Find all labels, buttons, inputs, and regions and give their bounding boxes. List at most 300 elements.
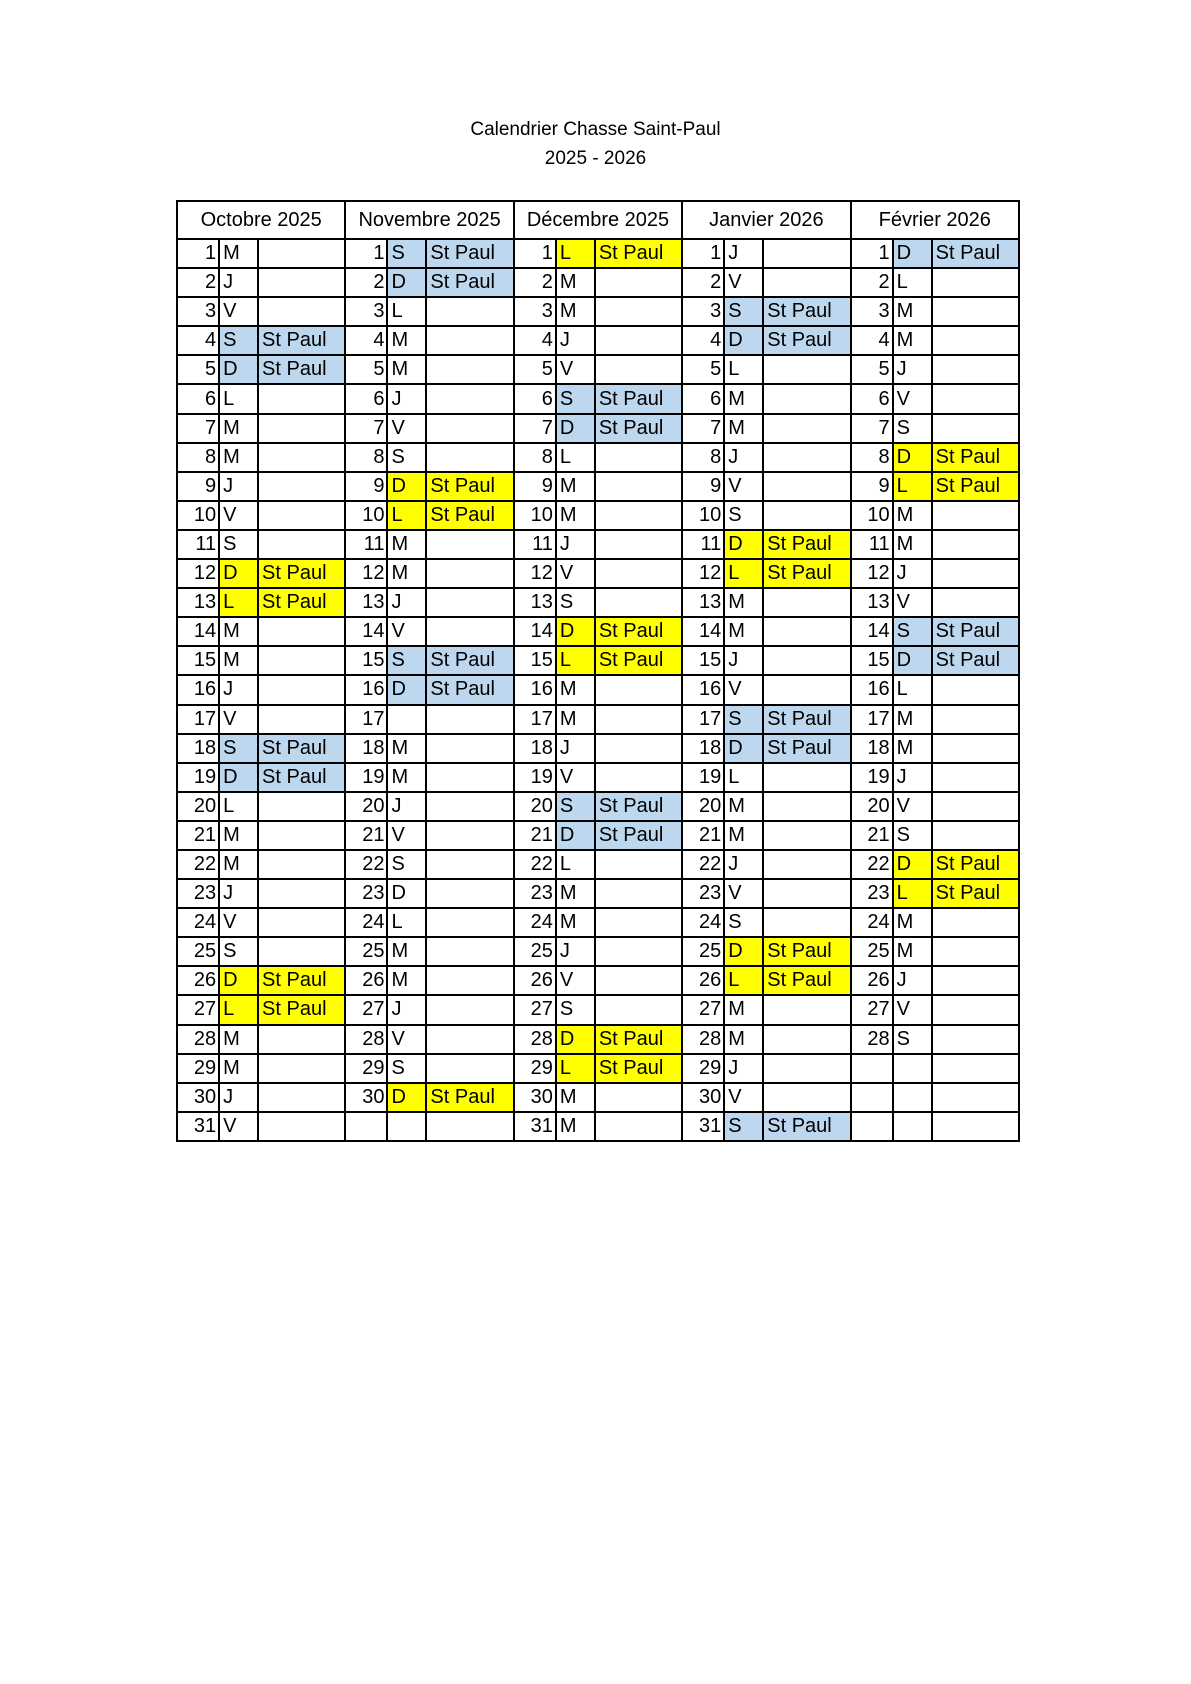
- hunt-event: [426, 326, 513, 355]
- day-number: 15: [514, 646, 556, 675]
- day-number: 9: [345, 472, 387, 501]
- hunt-event: St Paul: [595, 646, 682, 675]
- day-number: 5: [682, 355, 724, 384]
- hunt-event: [595, 850, 682, 879]
- weekday-letter: V: [556, 559, 595, 588]
- weekday-letter: J: [724, 443, 763, 472]
- weekday-letter: S: [219, 937, 258, 966]
- day-number: 11: [345, 530, 387, 559]
- weekday-letter: L: [724, 763, 763, 792]
- hunt-event: [595, 937, 682, 966]
- day-number: 7: [177, 414, 219, 443]
- day-number: 13: [177, 588, 219, 617]
- weekday-letter: J: [893, 559, 932, 588]
- hunt-event: [426, 763, 513, 792]
- weekday-letter: M: [556, 501, 595, 530]
- hunt-event: [426, 1112, 513, 1141]
- weekday-letter: D: [387, 472, 426, 501]
- hunt-event: [932, 995, 1019, 1024]
- day-number: 8: [345, 443, 387, 472]
- hunt-event: [426, 821, 513, 850]
- day-number: 21: [682, 821, 724, 850]
- hunt-event: [763, 355, 850, 384]
- day-number: 12: [851, 559, 893, 588]
- hunt-event: [763, 675, 850, 704]
- weekday-letter: J: [724, 239, 763, 268]
- hunt-event: [426, 1054, 513, 1083]
- day-number: 1: [682, 239, 724, 268]
- weekday-letter: M: [387, 559, 426, 588]
- hunt-event: St Paul: [763, 326, 850, 355]
- hunt-event: [763, 763, 850, 792]
- hunt-event: [258, 1083, 345, 1112]
- hunt-event: [426, 297, 513, 326]
- weekday-letter: L: [556, 443, 595, 472]
- month-header: Décembre 2025: [514, 201, 682, 239]
- hunt-event: [932, 821, 1019, 850]
- day-number: 29: [177, 1054, 219, 1083]
- calendar-row: [177, 443, 1019, 472]
- day-number: 25: [177, 937, 219, 966]
- weekday-letter: L: [387, 501, 426, 530]
- day-number: 20: [514, 792, 556, 821]
- day-number: 14: [851, 617, 893, 646]
- weekday-letter: D: [387, 675, 426, 704]
- day-number: [851, 1054, 893, 1083]
- weekday-letter: D: [219, 559, 258, 588]
- hunt-event: [932, 355, 1019, 384]
- day-number: 27: [514, 995, 556, 1024]
- calendar-row: [177, 414, 1019, 443]
- weekday-letter: L: [724, 355, 763, 384]
- hunt-event: [258, 501, 345, 530]
- weekday-letter: M: [893, 908, 932, 937]
- hunt-event: [932, 675, 1019, 704]
- weekday-letter: L: [219, 384, 258, 413]
- hunt-event: [426, 414, 513, 443]
- hunt-event: [932, 705, 1019, 734]
- day-number: 16: [177, 675, 219, 704]
- weekday-letter: S: [893, 414, 932, 443]
- day-number: 24: [345, 908, 387, 937]
- hunt-event: [426, 530, 513, 559]
- day-number: 6: [514, 384, 556, 413]
- day-number: 4: [345, 326, 387, 355]
- day-number: 14: [345, 617, 387, 646]
- day-number: 19: [682, 763, 724, 792]
- weekday-letter: V: [556, 966, 595, 995]
- day-number: [851, 1112, 893, 1141]
- day-number: 5: [345, 355, 387, 384]
- hunt-event: [932, 588, 1019, 617]
- hunt-event: St Paul: [595, 821, 682, 850]
- hunt-event: St Paul: [258, 995, 345, 1024]
- weekday-letter: M: [387, 530, 426, 559]
- weekday-letter: L: [556, 850, 595, 879]
- hunt-event: [595, 472, 682, 501]
- day-number: 28: [514, 1025, 556, 1054]
- weekday-letter: J: [556, 937, 595, 966]
- weekday-letter: D: [556, 617, 595, 646]
- weekday-letter: D: [893, 239, 932, 268]
- weekday-letter: S: [893, 617, 932, 646]
- hunt-event: St Paul: [426, 1083, 513, 1112]
- hunt-event: St Paul: [932, 879, 1019, 908]
- day-number: 16: [851, 675, 893, 704]
- hunt-event: [595, 675, 682, 704]
- day-number: 24: [851, 908, 893, 937]
- day-number: 11: [851, 530, 893, 559]
- weekday-letter: L: [893, 675, 932, 704]
- hunt-event: [258, 1025, 345, 1054]
- weekday-letter: V: [724, 675, 763, 704]
- calendar-row: [177, 821, 1019, 850]
- day-number: 24: [177, 908, 219, 937]
- hunt-event: St Paul: [763, 734, 850, 763]
- day-number: 21: [177, 821, 219, 850]
- hunt-event: [426, 355, 513, 384]
- hunt-event: [258, 646, 345, 675]
- hunt-event: [426, 734, 513, 763]
- weekday-letter: J: [724, 850, 763, 879]
- day-number: [851, 1083, 893, 1112]
- weekday-letter: M: [893, 937, 932, 966]
- day-number: 15: [177, 646, 219, 675]
- hunt-event: [258, 530, 345, 559]
- hunt-event: St Paul: [595, 384, 682, 413]
- day-number: 26: [514, 966, 556, 995]
- weekday-letter: M: [724, 792, 763, 821]
- weekday-letter: S: [724, 1112, 763, 1141]
- hunt-event: St Paul: [426, 268, 513, 297]
- hunt-event: St Paul: [426, 675, 513, 704]
- weekday-letter: L: [387, 908, 426, 937]
- hunt-event: [258, 675, 345, 704]
- day-number: 28: [682, 1025, 724, 1054]
- calendar-row: [177, 937, 1019, 966]
- weekday-letter: D: [724, 530, 763, 559]
- day-number: 4: [851, 326, 893, 355]
- calendar-row: [177, 850, 1019, 879]
- day-number: 24: [514, 908, 556, 937]
- day-number: 2: [177, 268, 219, 297]
- hunt-event: [763, 268, 850, 297]
- weekday-letter: D: [893, 646, 932, 675]
- hunt-event: [763, 384, 850, 413]
- weekday-letter: S: [556, 384, 595, 413]
- day-number: 19: [177, 763, 219, 792]
- day-number: 7: [851, 414, 893, 443]
- hunt-event: [763, 1054, 850, 1083]
- hunt-event: [932, 734, 1019, 763]
- hunt-event: [932, 792, 1019, 821]
- day-number: 4: [514, 326, 556, 355]
- calendar-row: [177, 384, 1019, 413]
- weekday-letter: J: [387, 588, 426, 617]
- weekday-letter: L: [387, 297, 426, 326]
- day-number: 10: [851, 501, 893, 530]
- weekday-letter: M: [893, 501, 932, 530]
- day-number: 7: [345, 414, 387, 443]
- calendar-row: [177, 675, 1019, 704]
- hunt-event: [763, 239, 850, 268]
- hunt-event: [426, 966, 513, 995]
- weekday-letter: V: [219, 705, 258, 734]
- weekday-letter: D: [219, 763, 258, 792]
- day-number: 22: [177, 850, 219, 879]
- day-number: 31: [682, 1112, 724, 1141]
- day-number: 15: [345, 646, 387, 675]
- day-number: 30: [345, 1083, 387, 1112]
- calendar-row: [177, 588, 1019, 617]
- day-number: 25: [345, 937, 387, 966]
- calendar-row: [177, 995, 1019, 1024]
- hunt-event: St Paul: [595, 792, 682, 821]
- document-title: Calendrier Chasse Saint-Paul: [470, 119, 721, 140]
- hunt-event: St Paul: [258, 588, 345, 617]
- day-number: 9: [851, 472, 893, 501]
- hunt-event: [763, 443, 850, 472]
- weekday-letter: D: [556, 414, 595, 443]
- weekday-letter: M: [556, 879, 595, 908]
- day-number: 31: [177, 1112, 219, 1141]
- weekday-letter: D: [724, 937, 763, 966]
- hunt-event: [426, 792, 513, 821]
- day-number: 11: [514, 530, 556, 559]
- day-number: 27: [851, 995, 893, 1024]
- hunt-event: [932, 414, 1019, 443]
- day-number: 8: [851, 443, 893, 472]
- day-number: 12: [514, 559, 556, 588]
- hunt-event: St Paul: [595, 1025, 682, 1054]
- weekday-letter: J: [387, 995, 426, 1024]
- month-header: Octobre 2025: [177, 201, 345, 239]
- day-number: 18: [682, 734, 724, 763]
- day-number: 30: [514, 1083, 556, 1112]
- weekday-letter: J: [387, 792, 426, 821]
- weekday-letter: [387, 705, 426, 734]
- weekday-letter: M: [219, 821, 258, 850]
- weekday-letter: M: [556, 297, 595, 326]
- weekday-letter: V: [219, 908, 258, 937]
- weekday-letter: V: [724, 879, 763, 908]
- day-number: 29: [514, 1054, 556, 1083]
- hunt-event: [258, 792, 345, 821]
- weekday-letter: M: [387, 966, 426, 995]
- calendar-row: [177, 1054, 1019, 1083]
- day-number: 17: [682, 705, 724, 734]
- hunt-event: [258, 879, 345, 908]
- weekday-letter: M: [893, 297, 932, 326]
- weekday-letter: V: [556, 355, 595, 384]
- day-number: 6: [345, 384, 387, 413]
- hunt-event: [763, 617, 850, 646]
- weekday-letter: M: [219, 1054, 258, 1083]
- day-number: 22: [514, 850, 556, 879]
- calendar-row: [177, 472, 1019, 501]
- hunt-event: St Paul: [595, 617, 682, 646]
- hunt-event: [258, 472, 345, 501]
- day-number: 23: [682, 879, 724, 908]
- hunt-event: St Paul: [426, 239, 513, 268]
- day-number: 16: [514, 675, 556, 704]
- month-header: Novembre 2025: [345, 201, 513, 239]
- hunt-event: [595, 501, 682, 530]
- hunt-event: St Paul: [763, 530, 850, 559]
- weekday-letter: [893, 1054, 932, 1083]
- weekday-letter: L: [724, 966, 763, 995]
- hunt-event: [426, 1025, 513, 1054]
- day-number: 8: [682, 443, 724, 472]
- hunt-event: St Paul: [763, 1112, 850, 1141]
- weekday-letter: M: [724, 1025, 763, 1054]
- hunt-event: St Paul: [595, 1054, 682, 1083]
- day-number: 2: [851, 268, 893, 297]
- hunt-event: St Paul: [258, 355, 345, 384]
- hunt-event: St Paul: [763, 937, 850, 966]
- hunt-event: [595, 326, 682, 355]
- weekday-letter: S: [724, 705, 763, 734]
- day-number: 14: [682, 617, 724, 646]
- weekday-letter: L: [893, 879, 932, 908]
- day-number: 6: [177, 384, 219, 413]
- day-number: 28: [345, 1025, 387, 1054]
- weekday-letter: D: [724, 326, 763, 355]
- hunt-event: [258, 937, 345, 966]
- weekday-letter: M: [219, 239, 258, 268]
- day-number: 26: [177, 966, 219, 995]
- day-number: 3: [514, 297, 556, 326]
- weekday-letter: M: [893, 530, 932, 559]
- hunt-event: [426, 908, 513, 937]
- day-number: 17: [851, 705, 893, 734]
- weekday-letter: V: [893, 384, 932, 413]
- hunt-event: [426, 559, 513, 588]
- hunt-event: [932, 501, 1019, 530]
- hunt-event: [595, 908, 682, 937]
- weekday-letter: V: [556, 763, 595, 792]
- hunt-event: [595, 588, 682, 617]
- hunt-event: [763, 879, 850, 908]
- weekday-letter: [387, 1112, 426, 1141]
- day-number: 11: [682, 530, 724, 559]
- weekday-letter: S: [387, 239, 426, 268]
- weekday-letter: V: [893, 995, 932, 1024]
- day-number: 1: [345, 239, 387, 268]
- weekday-letter: V: [724, 268, 763, 297]
- weekday-letter: J: [893, 763, 932, 792]
- weekday-letter: J: [556, 326, 595, 355]
- day-number: 12: [177, 559, 219, 588]
- hunt-event: St Paul: [258, 734, 345, 763]
- day-number: 26: [345, 966, 387, 995]
- hunt-event: St Paul: [258, 559, 345, 588]
- calendar-row: [177, 239, 1019, 268]
- weekday-letter: D: [387, 1083, 426, 1112]
- weekday-letter: L: [893, 268, 932, 297]
- weekday-letter: S: [387, 1054, 426, 1083]
- calendar-row: [177, 966, 1019, 995]
- hunt-event: [763, 588, 850, 617]
- weekday-letter: J: [219, 472, 258, 501]
- day-number: 3: [177, 297, 219, 326]
- calendar-row: [177, 326, 1019, 355]
- hunt-event: [763, 1025, 850, 1054]
- hunt-event: [258, 443, 345, 472]
- day-number: 18: [345, 734, 387, 763]
- day-number: 21: [345, 821, 387, 850]
- calendar-row: [177, 617, 1019, 646]
- weekday-letter: M: [724, 588, 763, 617]
- weekday-letter: D: [724, 734, 763, 763]
- hunt-event: [595, 559, 682, 588]
- weekday-letter: M: [556, 908, 595, 937]
- day-number: 9: [177, 472, 219, 501]
- calendar-row: [177, 879, 1019, 908]
- hunt-event: [932, 1112, 1019, 1141]
- weekday-letter: S: [387, 443, 426, 472]
- day-number: 8: [514, 443, 556, 472]
- day-number: 14: [514, 617, 556, 646]
- calendar-row: [177, 705, 1019, 734]
- day-number: 21: [851, 821, 893, 850]
- hunt-event: [932, 1025, 1019, 1054]
- hunt-event: [595, 966, 682, 995]
- calendar-row: [177, 530, 1019, 559]
- day-number: 12: [345, 559, 387, 588]
- weekday-letter: D: [556, 821, 595, 850]
- day-number: 10: [345, 501, 387, 530]
- weekday-letter: J: [219, 675, 258, 704]
- hunt-event: St Paul: [932, 443, 1019, 472]
- day-number: 4: [682, 326, 724, 355]
- weekday-letter: D: [893, 443, 932, 472]
- hunt-event: St Paul: [426, 646, 513, 675]
- weekday-letter: M: [387, 734, 426, 763]
- calendar-row: [177, 355, 1019, 384]
- weekday-letter: M: [893, 705, 932, 734]
- weekday-letter: S: [724, 297, 763, 326]
- day-number: 23: [177, 879, 219, 908]
- weekday-letter: S: [219, 530, 258, 559]
- weekday-letter: L: [219, 792, 258, 821]
- hunt-event: [932, 1054, 1019, 1083]
- hunt-event: [763, 908, 850, 937]
- weekday-letter: D: [387, 879, 426, 908]
- day-number: 28: [177, 1025, 219, 1054]
- weekday-letter: V: [387, 617, 426, 646]
- weekday-letter: D: [219, 355, 258, 384]
- weekday-letter: L: [556, 1054, 595, 1083]
- hunt-event: [763, 1083, 850, 1112]
- hunt-event: [595, 763, 682, 792]
- hunt-event: [595, 879, 682, 908]
- day-number: 13: [514, 588, 556, 617]
- weekday-letter: V: [724, 472, 763, 501]
- hunt-event: St Paul: [932, 239, 1019, 268]
- day-number: 15: [851, 646, 893, 675]
- weekday-letter: V: [724, 1083, 763, 1112]
- calendar-row: [177, 792, 1019, 821]
- day-number: 20: [682, 792, 724, 821]
- hunt-event: [932, 937, 1019, 966]
- hunt-event: St Paul: [426, 501, 513, 530]
- weekday-letter: M: [893, 326, 932, 355]
- weekday-letter: L: [556, 239, 595, 268]
- hunt-event: [595, 705, 682, 734]
- day-number: 16: [682, 675, 724, 704]
- weekday-letter: V: [219, 1112, 258, 1141]
